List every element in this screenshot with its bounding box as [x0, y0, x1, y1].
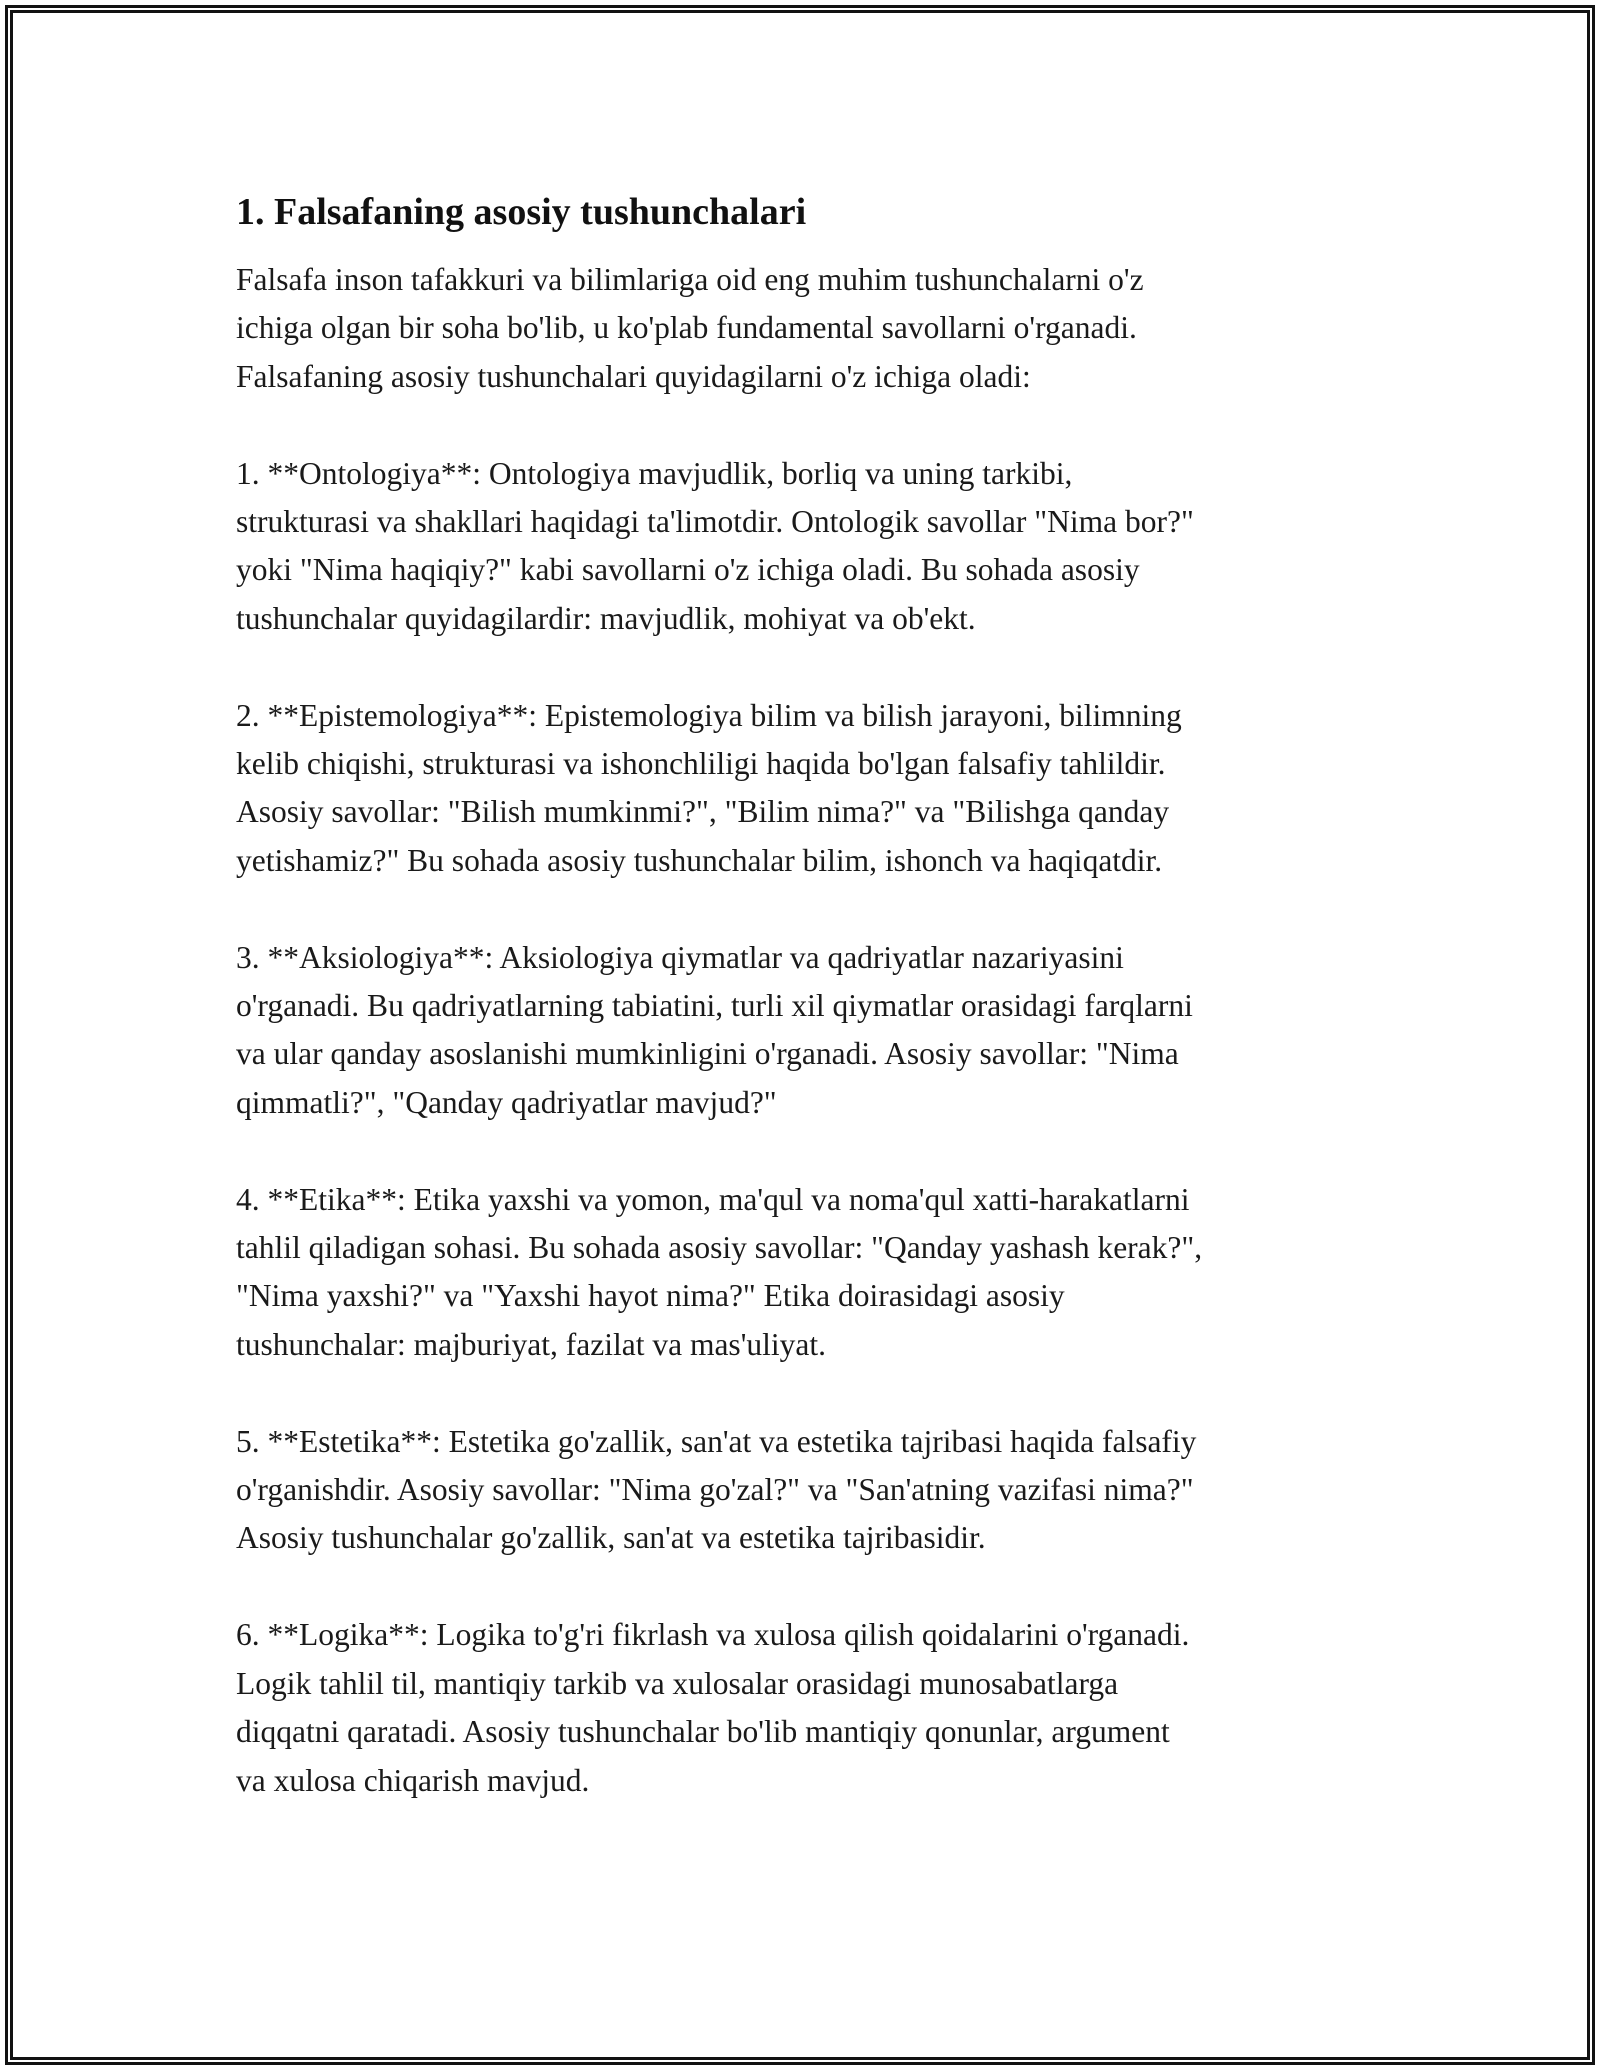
- document-body: [236, 186, 1386, 1853]
- paragraph-etika: [236, 1176, 1386, 1370]
- text-line: "Nima yaxshi?" va "Yaxshi hayot nima?" Etika doirasidagi asosiy: [236, 1278, 1065, 1314]
- text-line: tushunchalar: majburiyat, fazilat va mas'uliyat.: [236, 1326, 826, 1362]
- text-line: ichiga olgan bir soha bo'lib, u ko'plab fundamental savollarni o'rganadi.: [236, 310, 1137, 346]
- text-line: Logik tahlil til, mantiqiy tarkib va xulosalar orasidagi munosabatlarga: [236, 1665, 1119, 1701]
- text-line: o'rganadi. Bu qadriyatlarning tabiatini, turli xil qiymatlar orasidagi farqlarni: [236, 988, 1193, 1024]
- paragraph-ontologiya: [236, 450, 1386, 644]
- document-title: 1. Falsafaning asosiy tushunchalari: [236, 191, 807, 233]
- text-line: qimmatli?", "Qanday qadriyatlar mavjud?": [236, 1084, 777, 1120]
- text-line: 6. **Logika**: Logika to'g'ri fikrlash va xulosa qilish qoidalarini o'rganadi.: [236, 1617, 1190, 1653]
- paragraph-epistemologiya: [236, 692, 1386, 886]
- text-line: tahlil qiladigan sohasi. Bu sohada asosiy savollar: "Qanday yashash kerak?",: [236, 1230, 1203, 1266]
- text-line: o'rganishdir. Asosiy savollar: "Nima go'zal?" va "San'atning vazifasi nima?": [236, 1472, 1194, 1508]
- paragraph-logika: [236, 1611, 1386, 1805]
- text-line: va xulosa chiqarish mavjud.: [236, 1762, 590, 1798]
- paragraph-estetika: [236, 1418, 1386, 1563]
- text-line: 3. **Aksiologiya**: Aksiologiya qiymatlar va qadriyatlar nazariyasini: [236, 939, 1124, 975]
- text-line: Falsafa inson tafakkuri va bilimlariga oid eng muhim tushunchalarni o'z: [236, 262, 1144, 297]
- text-line: Falsafaning asosiy tushunchalari quyidagilarni o'z ichiga oladi:: [236, 358, 1031, 394]
- text-line: yoki "Nima haqiqiy?" kabi savollarni o'z ichiga oladi. Bu sohada asosiy: [236, 552, 1140, 588]
- paragraph-aksiologiya: [236, 934, 1386, 1128]
- text-line: diqqatni qaratadi. Asosiy tushunchalar bo'lib mantiqiy qonunlar, argument: [236, 1714, 1170, 1750]
- text-line: Asosiy savollar: "Bilish mumkinmi?", "Bilim nima?" va "Bilishga qanday: [236, 794, 1170, 830]
- text-line: 1. **Ontologiya**: Ontologiya mavjudlik, borliq va uning tarkibi,: [236, 455, 1073, 491]
- text-line: strukturasi va shakllari haqidagi ta'limotdir. Ontologik savollar "Nima bor?": [236, 504, 1194, 540]
- text-line: Asosiy tushunchalar go'zallik, san'at va estetika tajribasidir.: [236, 1520, 986, 1556]
- text-line: va ular qanday asoslanishi mumkinligini o'rganadi. Asosiy savollar: "Nima: [236, 1036, 1179, 1072]
- text-line: kelib chiqishi, strukturasi va ishonchliligi haqida bo'lgan falsafiy tahlildir.: [236, 746, 1166, 782]
- text-line: 4. **Etika**: Etika yaxshi va yomon, ma'qul va noma'qul xatti-harakatlarni: [236, 1181, 1190, 1217]
- text-line: 5. **Estetika**: Estetika go'zallik, san'at va estetika tajribasi haqida falsafiy: [236, 1423, 1197, 1459]
- text-line: yetishamiz?" Bu sohada asosiy tushunchalar bilim, ishonch va haqiqatdir.: [236, 842, 1163, 878]
- text-line: tushunchalar quyidagilardir: mavjudlik, mohiyat va ob'ekt.: [236, 600, 976, 636]
- text-line: 2. **Epistemologiya**: Epistemologiya bilim va bilish jarayoni, bilimning: [236, 697, 1182, 733]
- paragraph-intro: [236, 256, 1386, 401]
